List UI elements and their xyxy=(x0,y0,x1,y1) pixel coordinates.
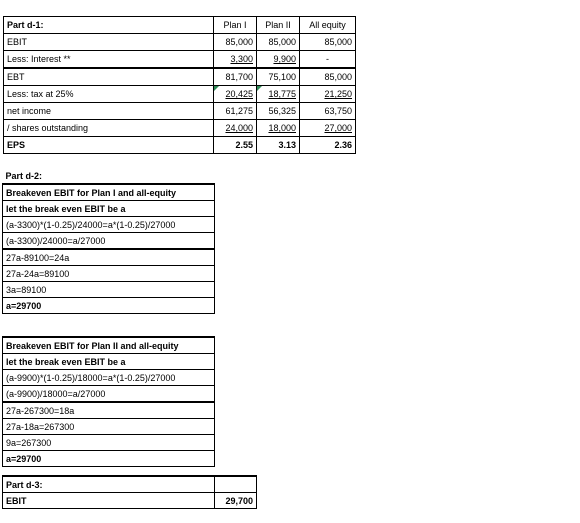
cell-value: 21,250 xyxy=(324,89,352,99)
table-row xyxy=(4,34,356,51)
part-d2-title: Part d-2: xyxy=(3,168,215,184)
list-item: Breakeven EBIT for Plan II and all-equity xyxy=(3,337,215,354)
cell-value: 85,000 xyxy=(300,68,356,86)
list-item: 27a-267300=18a xyxy=(3,402,215,419)
empty-cell xyxy=(215,476,257,493)
part-d3-table xyxy=(2,475,257,509)
cell-value: 56,325 xyxy=(257,103,300,120)
cell-value: 81,700 xyxy=(214,68,257,86)
cell-value: 20,425 xyxy=(225,89,253,99)
table-row xyxy=(3,337,215,354)
cell-value: 2.36 xyxy=(300,137,356,154)
header-all-equity: All equity xyxy=(300,17,356,34)
row-label: EBT xyxy=(4,68,214,86)
list-item: 9a=267300 xyxy=(3,435,215,451)
list-item: 3a=89100 xyxy=(3,282,215,298)
row-label: / shares outstanding xyxy=(4,120,214,137)
row-label: net income xyxy=(4,103,214,120)
table-row xyxy=(3,217,215,233)
table-row xyxy=(3,354,215,370)
cell-value: 24,000 xyxy=(225,123,253,133)
list-item: a=29700 xyxy=(3,451,215,467)
row-label: EPS xyxy=(4,137,214,154)
cell-value: 61,275 xyxy=(214,103,257,120)
cell-value: 75,100 xyxy=(257,68,300,86)
list-item: 27a-24a=89100 xyxy=(3,266,215,282)
cell-value: 29,700 xyxy=(215,493,257,509)
part-d1-table xyxy=(3,16,356,154)
table-row xyxy=(3,370,215,386)
table-row xyxy=(3,233,215,250)
cell-value: 85,000 xyxy=(300,34,356,51)
table-row xyxy=(4,103,356,120)
cell-value: 63,750 xyxy=(300,103,356,120)
part-d1-title: Part d-1: xyxy=(4,17,214,34)
table-row xyxy=(3,298,215,314)
list-item: let the break even EBIT be a xyxy=(3,201,215,217)
cell-value: 9,900 xyxy=(273,54,296,64)
table-row xyxy=(3,476,257,493)
table-row xyxy=(3,249,215,266)
table-row xyxy=(4,120,356,137)
part-d3-title: Part d-3: xyxy=(3,476,215,493)
list-item: let the break even EBIT be a xyxy=(3,354,215,370)
list-item: 27a-18a=267300 xyxy=(3,419,215,435)
table-row xyxy=(3,402,215,419)
list-item: (a-3300)/24000=a/27000 xyxy=(3,233,215,250)
table-row xyxy=(3,168,215,184)
row-label: EBIT xyxy=(4,34,214,51)
table-row xyxy=(3,266,215,282)
list-item: (a-3300)*(1-0.25)/24000=a*(1-0.25)/27000 xyxy=(3,217,215,233)
table-row xyxy=(3,282,215,298)
table-row xyxy=(4,86,356,103)
list-item: 27a-89100=24a xyxy=(3,249,215,266)
table-row xyxy=(3,386,215,403)
list-item: (a-9900)*(1-0.25)/18000=a*(1-0.25)/27000 xyxy=(3,370,215,386)
list-item: Breakeven EBIT for Plan I and all-equity xyxy=(3,184,215,201)
table-row xyxy=(3,184,215,201)
cell-value: 85,000 xyxy=(214,34,257,51)
table-row xyxy=(4,51,356,69)
cell-value: 2.55 xyxy=(214,137,257,154)
row-label: Less: tax at 25% xyxy=(4,86,214,103)
table-row xyxy=(4,68,356,86)
cell-value: 27,000 xyxy=(324,123,352,133)
cell-value: 18,775 xyxy=(268,89,296,99)
table-row xyxy=(3,435,215,451)
cell-value: 85,000 xyxy=(257,34,300,51)
part-d1-header-row xyxy=(4,17,356,34)
cell-value: 3.13 xyxy=(257,137,300,154)
list-item: (a-9900)/18000=a/27000 xyxy=(3,386,215,403)
table-row xyxy=(3,419,215,435)
list-item: a=29700 xyxy=(3,298,215,314)
header-plan-1: Plan I xyxy=(214,17,257,34)
plan2-breakeven-table xyxy=(2,336,215,467)
part-d2-table xyxy=(2,168,215,314)
header-plan-2: Plan II xyxy=(257,17,300,34)
cell-value: - xyxy=(326,54,329,64)
cell-value: 3,300 xyxy=(230,54,253,64)
cell-value: 18,000 xyxy=(268,123,296,133)
table-row xyxy=(3,451,215,467)
row-label: Less: Interest ** xyxy=(4,51,214,69)
row-label: EBIT xyxy=(3,493,215,509)
table-row xyxy=(3,493,257,509)
table-row xyxy=(4,137,356,154)
table-row xyxy=(3,201,215,217)
